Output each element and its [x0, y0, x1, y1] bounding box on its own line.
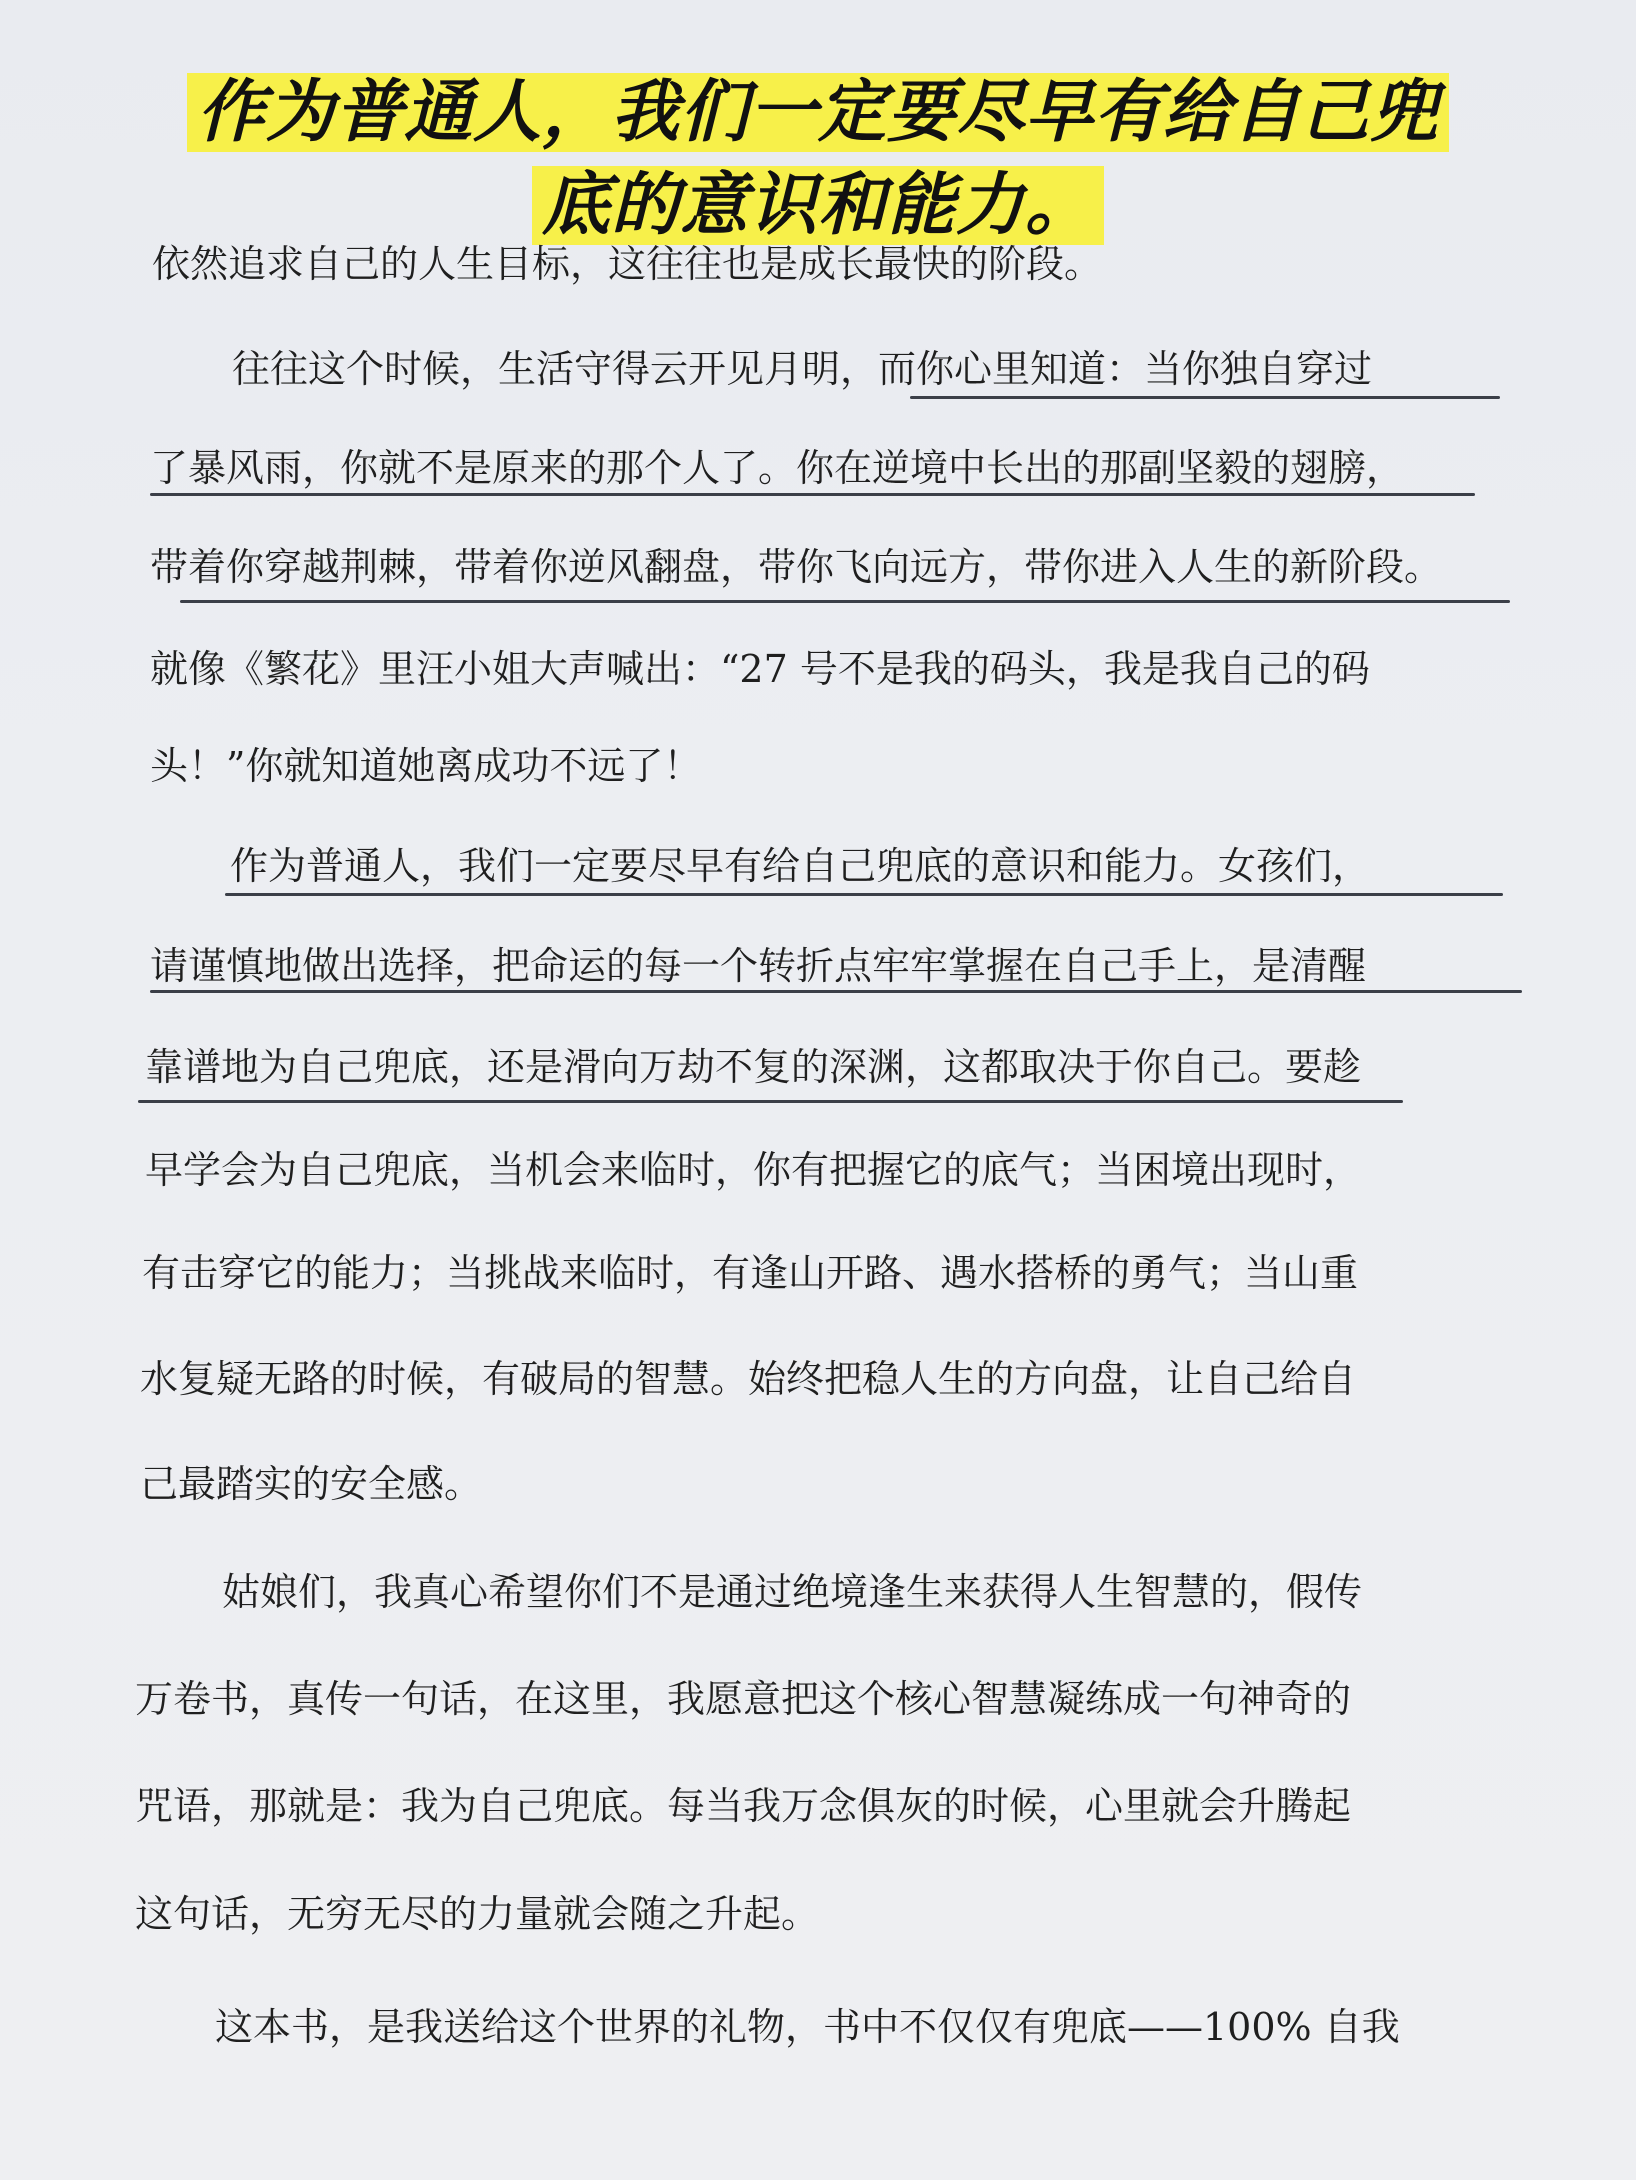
- text-line: 早学会为自己兜底，当机会来临时，你有把握它的底气；当困境出现时，: [145, 1148, 1362, 1192]
- text-line: 己最踏实的安全感。: [140, 1462, 483, 1506]
- text-line: 万卷书，真传一句话，在这里，我愿意把这个核心智慧凝练成一句神奇的: [135, 1677, 1352, 1721]
- text-line: 带着你穿越荆棘，带着你逆风翻盘，带你飞向远方，带你进入人生的新阶段。: [150, 545, 1443, 589]
- text-line: 往往这个时候，生活守得云开见月明，而你心里知道：当你独自穿过: [232, 347, 1373, 391]
- text-line: 就像《繁花》里汪小姐大声喊出：“27 号不是我的码头，我是我自己的码: [150, 647, 1370, 691]
- text-line: 靠谱地为自己兜底，还是滑向万劫不复的深渊，这都取决于你自己。要趁: [145, 1045, 1362, 1089]
- pen-underline: [138, 1100, 1403, 1103]
- text-line: 依然追求自己的人生目标，这往往也是成长最快的阶段。: [152, 242, 1103, 286]
- pen-underline: [150, 493, 1475, 496]
- text-line: 了暴风雨，你就不是原来的那个人了。你在逆境中长出的那副坚毅的翅膀，: [150, 446, 1405, 490]
- text-line: 请谨慎地做出选择，把命运的每一个转折点牢牢掌握在自己手上，是清醒: [150, 944, 1367, 988]
- highlight-caption-line-2: 底的意识和能力。: [0, 165, 1636, 247]
- text-line: 作为普通人，我们一定要尽早有给自己兜底的意识和能力。女孩们，: [230, 844, 1371, 888]
- text-line: 咒语，那就是：我为自己兜底。每当我万念俱灰的时候，心里就会升腾起: [135, 1784, 1352, 1828]
- pen-underline: [150, 990, 1522, 993]
- text-line: 水复疑无路的时候，有破局的智慧。始终把稳人生的方向盘，让自己给自: [140, 1357, 1357, 1401]
- pen-underline: [180, 600, 1510, 603]
- text-line: 有击穿它的能力；当挑战来临时，有逢山开路、遇水搭桥的勇气；当山重: [142, 1251, 1359, 1295]
- text-line: 这句话，无穷无尽的力量就会随之升起。: [135, 1892, 820, 1936]
- text-line: 这本书，是我送给这个世界的礼物，书中不仅仅有兜底——100% 自我: [215, 2005, 1400, 2049]
- highlight-caption-line-1: 作为普通人，我们一定要尽早有给自己兜: [0, 72, 1636, 154]
- pen-underline: [225, 893, 1503, 896]
- text-line: 头！”你就知道她离成功不远了！: [150, 744, 702, 788]
- pen-underline: [910, 396, 1500, 399]
- text-line: 姑娘们，我真心希望你们不是通过绝境逢生来获得人生智慧的，假传: [222, 1570, 1363, 1614]
